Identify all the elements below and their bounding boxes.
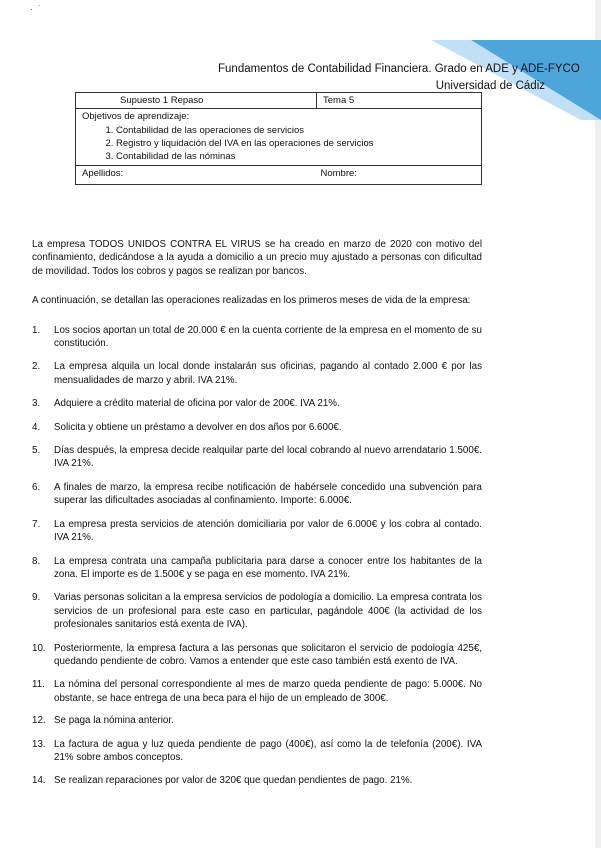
operation-text: Varias personas solicitan a la empresa servicios de podología a domicilio. La empresa contrata los servicios de un profesional para este caso en particular, pagándole 400€ (la actividad de los profesionales sanitarios está exenta de IVA). <box>54 592 482 631</box>
operation-number: 1. <box>32 324 41 336</box>
operation-text: La factura de agua y luz queda pendiente de pago (400€), así como la de telefonía (200€). IVA 21% sobre ambos conceptos. <box>54 738 482 763</box>
operation-text: Adquiere a crédito material de oficina por valor de 200€. IVA 21%. <box>54 398 340 410</box>
intro-paragraph: La empresa TODOS UNIDOS CONTRA EL VIRUS se ha creado en marzo de 2020 con motivo del confinamiento, dedicándose a la ayuda a domicilio a un precio muy ajustado a personas con dificultad de movilidad. Todos los cobros y pagos se realizan por bancos. <box>32 239 482 277</box>
scan-edge <box>595 0 601 848</box>
operation-number: 4. <box>32 421 41 433</box>
operation-number: 14. <box>32 775 46 787</box>
document-body <box>32 238 482 788</box>
operation-item <box>32 360 482 387</box>
operation-number: 9. <box>32 592 41 604</box>
operation-item <box>32 444 482 471</box>
operation-number: 2. <box>32 361 41 373</box>
operation-text: La empresa alquila un local donde instalarán sus oficinas, pagando al contado 2.000 € por las mensualidades de marzo y abril. IVA 21%. <box>54 361 482 386</box>
operation-number: 10. <box>32 642 46 654</box>
operation-text: La empresa presta servicios de atención domiciliaria por valor de 6.000€ y los cobra al contado. IVA 21%. <box>54 518 482 544</box>
operation-text: Posteriormente, la empresa factura a las personas que solicitaron el servicio de podología 425€, quedando pendiente de cobro. Vamos a entender que este caso también está exento de IVA. <box>54 642 482 667</box>
university-name: Universidad de Cádiz <box>435 80 545 92</box>
operation-text: Se paga la nómina anterior. <box>54 715 174 727</box>
name-row <box>76 166 482 185</box>
objectives-cell <box>76 109 482 166</box>
operation-text: La nómina del personal correspondiente al mes de marzo queda pendiente de pago: 5.000€. No obstante, se hace entrega de una beca para el hijo de un empleado de 300€. <box>54 679 482 704</box>
operation-item <box>32 591 482 631</box>
operations-list <box>32 324 482 788</box>
exercise-info-table <box>75 92 482 185</box>
operation-text: Los socios aportan un total de 20.000 € en la cuenta corriente de la empresa en el momento de su constitución. <box>54 324 482 350</box>
operation-number: 6. <box>32 481 41 493</box>
operation-item <box>32 397 482 410</box>
operation-text: A finales de marzo, la empresa recibe notificación de habérsele concedido una subvención para superar las dificultades asociadas al confinamiento. Importe: 6.000€. <box>54 481 482 507</box>
objective-item: 1. Contabilidad de las operaciones de servicios <box>116 124 475 137</box>
supuesto-cell: Supuesto 1 Repaso <box>76 93 317 109</box>
operation-number: 5. <box>32 445 41 457</box>
operation-item <box>32 738 482 765</box>
objective-item: 3. Contabilidad de las nóminas <box>116 150 475 163</box>
operation-item <box>32 481 482 508</box>
objective-item: 2. Registro y liquidación del IVA en las operaciones de servicios <box>116 137 475 150</box>
operation-number: 12. <box>32 715 46 727</box>
operation-text: Días después, la empresa decide realquilar parte del local cobrando al nuevo arrendatario 1.500€. IVA 21%. <box>54 445 482 470</box>
operation-item <box>32 714 482 727</box>
operation-item <box>32 518 482 545</box>
operation-text: Se realizan reparaciones por valor de 320€ que quedan pendientes de pago. 21%. <box>54 775 413 787</box>
operation-item <box>32 642 482 669</box>
tema-cell: Tema 5 <box>317 93 482 109</box>
course-title: Fundamentos de Contabilidad Financiera. Grado en ADE y ADE-FYCO <box>218 63 580 75</box>
operation-number: 13. <box>32 738 46 750</box>
operation-number: 11. <box>32 679 45 691</box>
operation-item <box>32 324 482 351</box>
objectives-title: Objetivos de aprendizaje: <box>82 111 190 122</box>
lead-paragraph: A continuación, se detallan las operaciones realizadas en los primeros meses de vida de la empresa: <box>32 295 471 307</box>
operation-item <box>32 421 482 434</box>
apellidos-label: Apellidos: <box>82 168 124 179</box>
nombre-label: Nombre: <box>320 168 357 179</box>
operation-number: 3. <box>32 398 41 410</box>
operation-number: 7. <box>32 518 41 530</box>
objectives-list <box>82 124 475 163</box>
scan-marks: · ˙ <box>30 4 41 14</box>
operation-text: Solicita y obtiene un préstamo a devolver en dos años por 6.600€. <box>54 421 342 433</box>
operation-text: La empresa contrata una campaña publicitaria para darse a conocer entre los habitantes de la zona. El importe es de 1.500€ y se paga en ese momento. IVA 21%. <box>54 555 482 580</box>
operation-number: 8. <box>32 555 41 567</box>
operation-item <box>32 678 482 705</box>
operation-item <box>32 555 482 582</box>
operation-item <box>32 774 482 787</box>
